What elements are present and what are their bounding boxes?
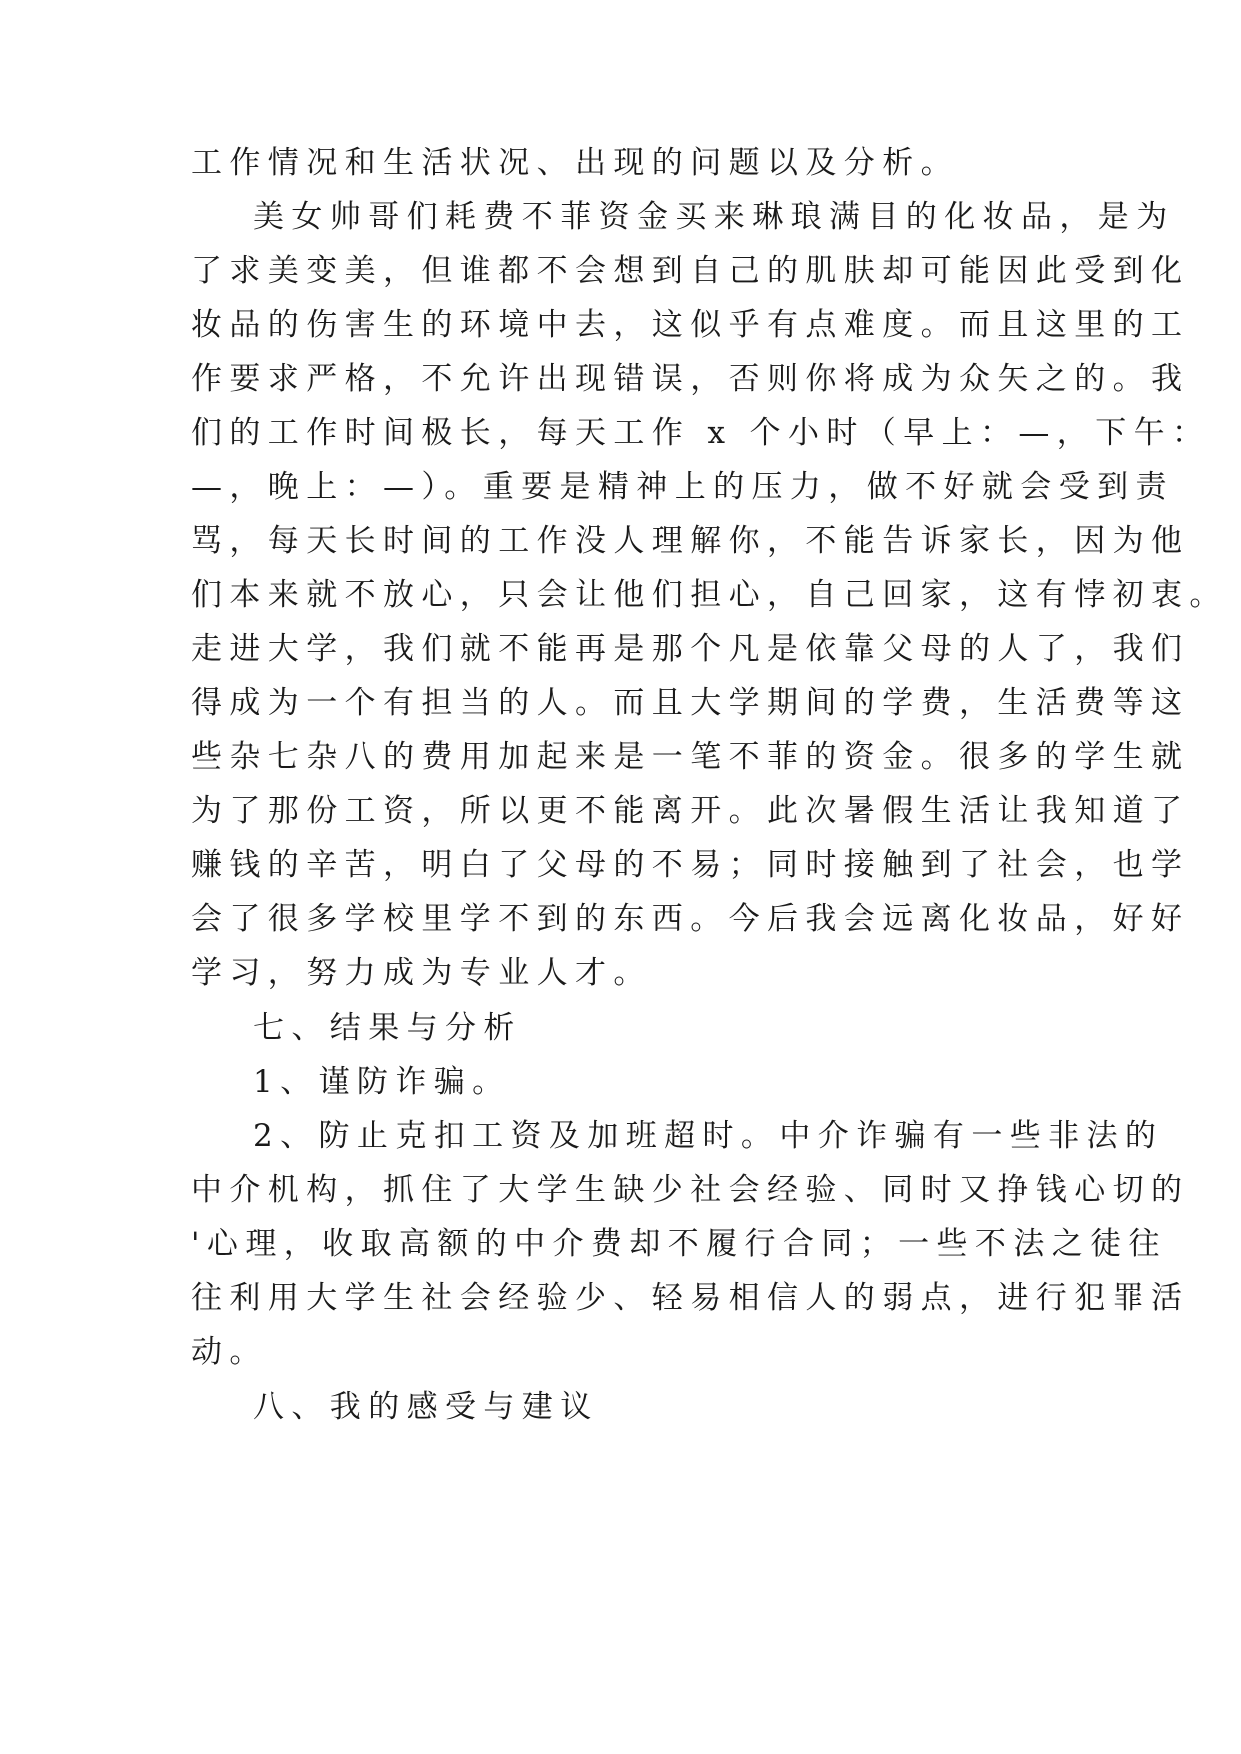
section-heading: 八、我的感受与建议: [253, 1389, 599, 1425]
text-line: 赚钱的辛苦，明白了父母的不易；同时接触到了社会，也学: [191, 847, 1190, 883]
list-item: 1、谨防诈骗。: [253, 1064, 511, 1100]
text-line: 些杂七杂八的费用加起来是一笔不菲的资金。很多的学生就: [191, 739, 1190, 775]
text-line: '心理，收取高额的中介费却不履行合同；一些不法之徒往: [191, 1226, 1167, 1262]
text-line: 作要求严格，不允许出现错误，否则你将成为众矢之的。我: [191, 361, 1190, 397]
text-line: 得成为一个有担当的人。而且大学期间的学费，生活费等这: [191, 685, 1190, 721]
section-heading: 七、结果与分析: [253, 1010, 522, 1046]
text-line: —，晚上：—）。重要是精神上的压力，做不好就会受到责: [191, 469, 1174, 505]
text-line: 学习，努力成为专业人才。: [191, 955, 652, 991]
text-line: 工作情况和生活状况、出现的问题以及分析。: [191, 145, 959, 181]
text-line: 们本来就不放心，只会让他们担心，自己回家，这有悖初衷。: [191, 577, 1228, 613]
text-line: 们的工作时间极长，每天工作 x 个小时（早上：—，下午：: [191, 415, 1211, 451]
text-line: 动。: [191, 1334, 268, 1370]
text-line: 往利用大学生社会经验少、轻易相信人的弱点，进行犯罪活: [191, 1280, 1190, 1316]
text-line: 骂，每天长时间的工作没人理解你，不能告诉家长，因为他: [191, 523, 1190, 559]
text-line: 走进大学，我们就不能再是那个凡是依靠父母的人了，我们: [191, 631, 1190, 667]
text-line: 为了那份工资，所以更不能离开。此次暑假生活让我知道了: [191, 793, 1190, 829]
list-item: 2、防止克扣工资及加班超时。中介诈骗有一些非法的: [253, 1118, 1164, 1154]
text-line: 中介机构，抓住了大学生缺少社会经验、同时又挣钱心切的: [191, 1172, 1190, 1208]
text-line: 了求美变美，但谁都不会想到自己的肌肤却可能因此受到化: [191, 253, 1190, 289]
text-line: 妆品的伤害生的环境中去，这似乎有点难度。而且这里的工: [191, 307, 1190, 343]
text-line: 会了很多学校里学不到的东西。今后我会远离化妆品，好好: [191, 901, 1190, 937]
paragraph-first-line: 美女帅哥们耗费不菲资金买来琳琅满目的化妆品，是为: [253, 199, 1175, 235]
